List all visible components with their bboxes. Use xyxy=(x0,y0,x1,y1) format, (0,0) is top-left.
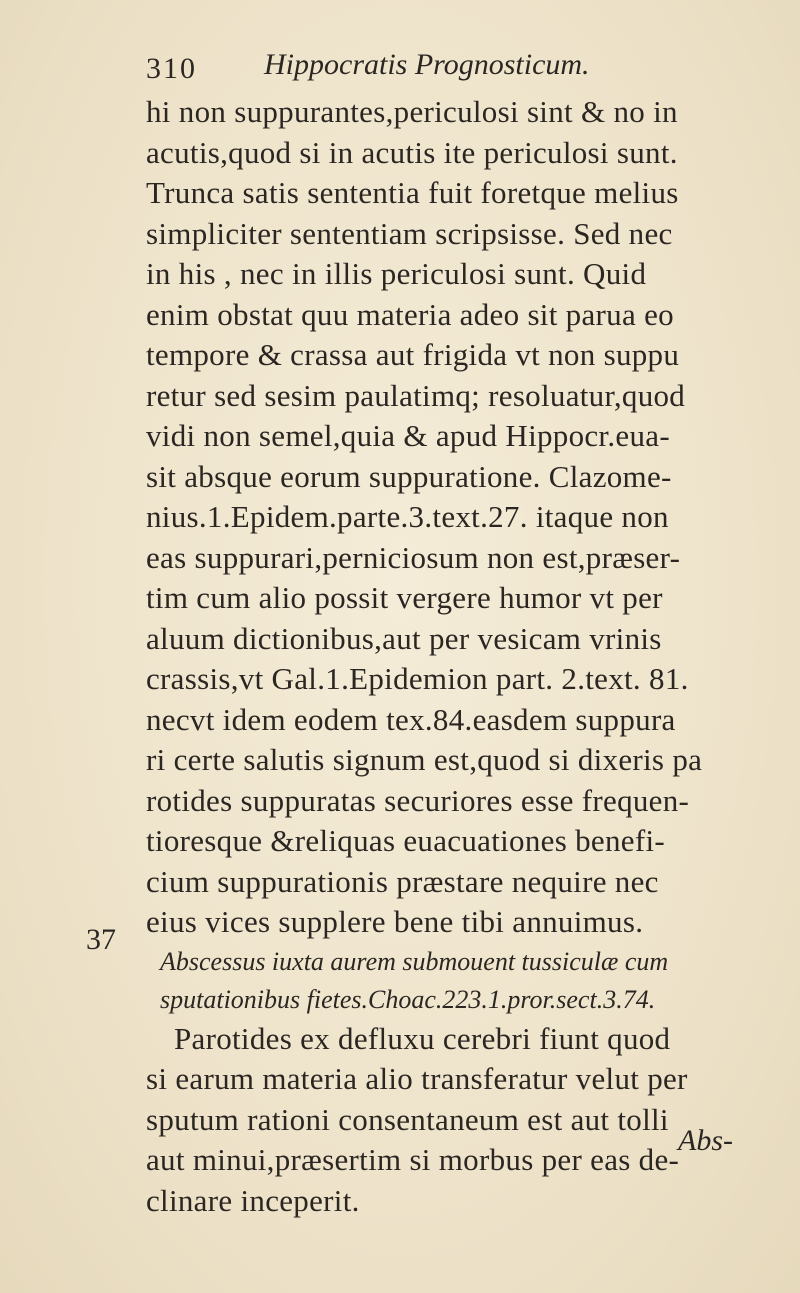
text-line: cium suppurationis præstare nequire nec xyxy=(146,863,659,899)
text-line: rotides suppuratas securiores esse frequen- xyxy=(146,782,690,818)
running-title: Hippocratis Prognosticum. xyxy=(264,48,590,81)
text-line: tempore & crassa aut frigida vt non suppu xyxy=(146,337,680,372)
text-line: vidi non semel,quia & apud Hippocr.eua- xyxy=(146,418,670,453)
text-line: tim cum alio possit vergere humor vt per xyxy=(146,580,663,615)
text-line: ri certe salutis signum est,quod si dixeris pa xyxy=(146,742,703,777)
text-line: simpliciter sententiam scripsisse. Sed nec xyxy=(146,215,673,251)
aphorism-line: sputationibus fietes.Choac.223.1.pror.sect.3.74. xyxy=(160,984,656,1014)
text-line: Parotides ex defluxu cerebri fiunt quod xyxy=(174,1020,671,1056)
text-line: retur sed sesim paulatimq; resoluatur,quod xyxy=(146,377,686,413)
text-line: eius vices supplere bene tibi annuimus. xyxy=(146,904,644,939)
marginal-number: 37 xyxy=(86,923,116,956)
text-line: Trunca satis sententia fuit foretque melius xyxy=(146,175,679,210)
text-line: eas suppurari,perniciosum non est,præser- xyxy=(146,539,681,575)
text-line: clinare inceperit. xyxy=(146,1182,360,1218)
text-line: in his , nec in illis periculosi sunt. Quid xyxy=(146,256,647,291)
text-line: tioresque &reliquas euacuationes benefi- xyxy=(146,823,665,858)
page-header xyxy=(146,48,736,92)
text-line: hi non suppurantes,periculosi sint & no in xyxy=(146,94,678,129)
text-line: sputum rationi consentaneum est aut tolli xyxy=(146,1101,669,1137)
text-line: nius.1.Epidem.parte.3.text.27. itaque non xyxy=(146,499,669,534)
text-line: aut minui,præsertim si morbus per eas de- xyxy=(146,1142,680,1177)
body-text xyxy=(146,92,746,1221)
aphorism-line: Abscessus iuxta aurem submouent tussiculæ cum xyxy=(160,946,669,976)
text-line: crassis,vt Gal.1.Epidemion part. 2.text. 81. xyxy=(146,661,689,696)
text-line: si earum materia alio transferatur velut per xyxy=(146,1061,688,1096)
text-line: aluum dictionibus,aut per vesicam vrinis xyxy=(146,620,662,656)
text-line: acutis,quod si in acutis ite periculosi sunt. xyxy=(146,134,678,170)
page-number: 310 xyxy=(146,52,197,85)
text-line: necvt idem eodem tex.84.easdem suppura xyxy=(146,701,676,737)
catchword: Abs- xyxy=(678,1124,733,1157)
text-line: sit absque eorum suppuratione. Clazome- xyxy=(146,458,672,494)
text-line: enim obstat quu materia adeo sit parua eo xyxy=(146,296,674,332)
